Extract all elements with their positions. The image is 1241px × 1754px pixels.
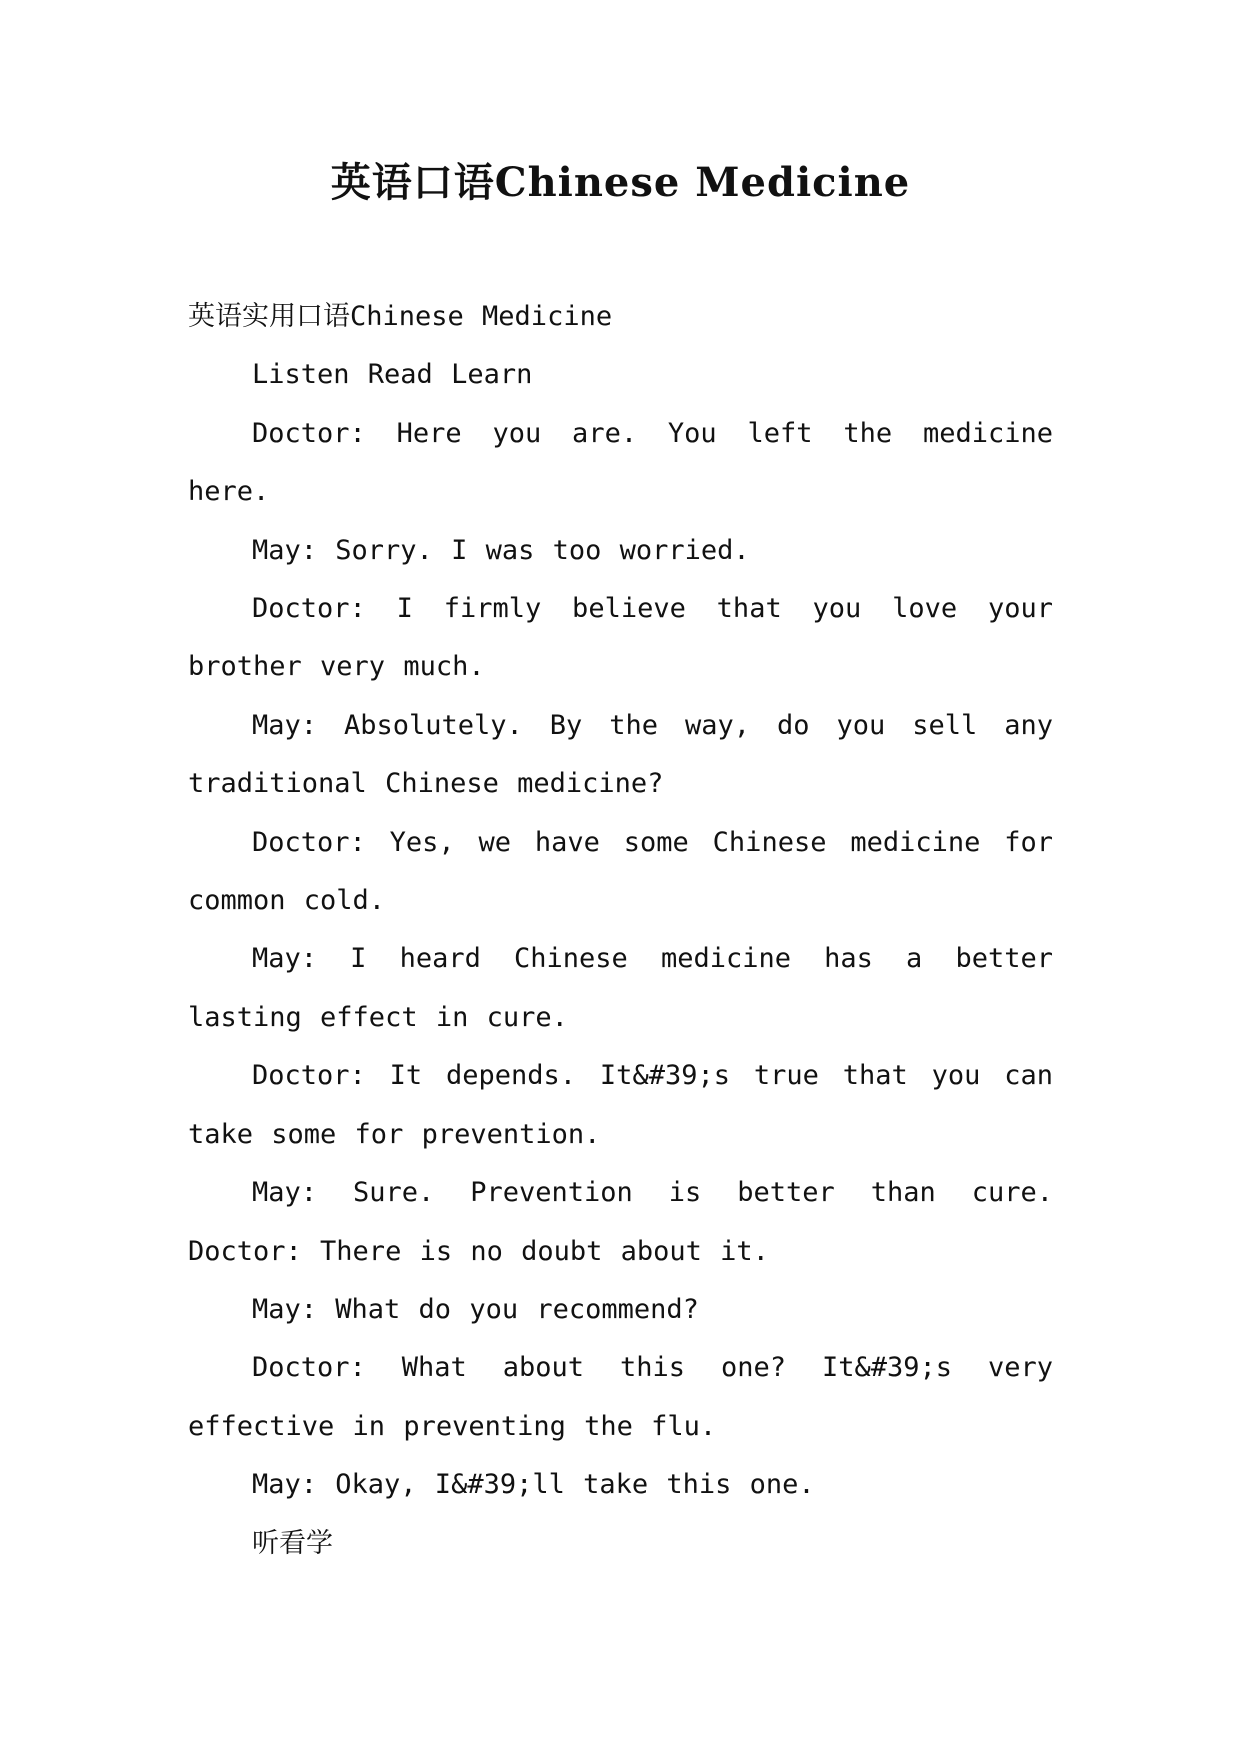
dialogue-line: May: Absolutely. By the way, do you sell any traditional Chinese medicine?	[188, 709, 1053, 800]
dialogue-line: May: Sorry. I was too worried.	[252, 534, 750, 566]
dialogue-line: May: What do you recommend?	[252, 1293, 699, 1325]
dialogue-line: May: Sure. Prevention is better than cure. Doctor: There is no doubt about it.	[188, 1177, 1053, 1267]
dialogue-line: Doctor: What about this one? It&#39;s very effective in preventing the flu.	[188, 1352, 1053, 1442]
paragraph-subtitle: 英语实用口语Chinese Medicine	[188, 301, 613, 332]
dialogue-line: May: Okay, I&#39;ll take this one.	[252, 1469, 815, 1501]
document-body	[188, 288, 1053, 1573]
dialogue-line: Doctor: Yes, we have some Chinese medicine for common cold.	[188, 826, 1053, 917]
paragraph-closing: 听看学	[252, 1527, 333, 1559]
dialogue-line: Doctor: I firmly believe that you love your brother very much.	[188, 593, 1053, 683]
dialogue-line: Doctor: It depends. It&#39;s true that you can take some for prevention.	[188, 1060, 1053, 1150]
document-title: 英语口语Chinese Medicine	[330, 159, 911, 206]
dialogue-line: May: I heard Chinese medicine has a better lasting effect in cure.	[188, 943, 1053, 1033]
paragraph-listen-read-learn: Listen Read Learn	[252, 359, 533, 391]
dialogue-line: Doctor: Here you are. You left the medicine here.	[188, 417, 1053, 508]
